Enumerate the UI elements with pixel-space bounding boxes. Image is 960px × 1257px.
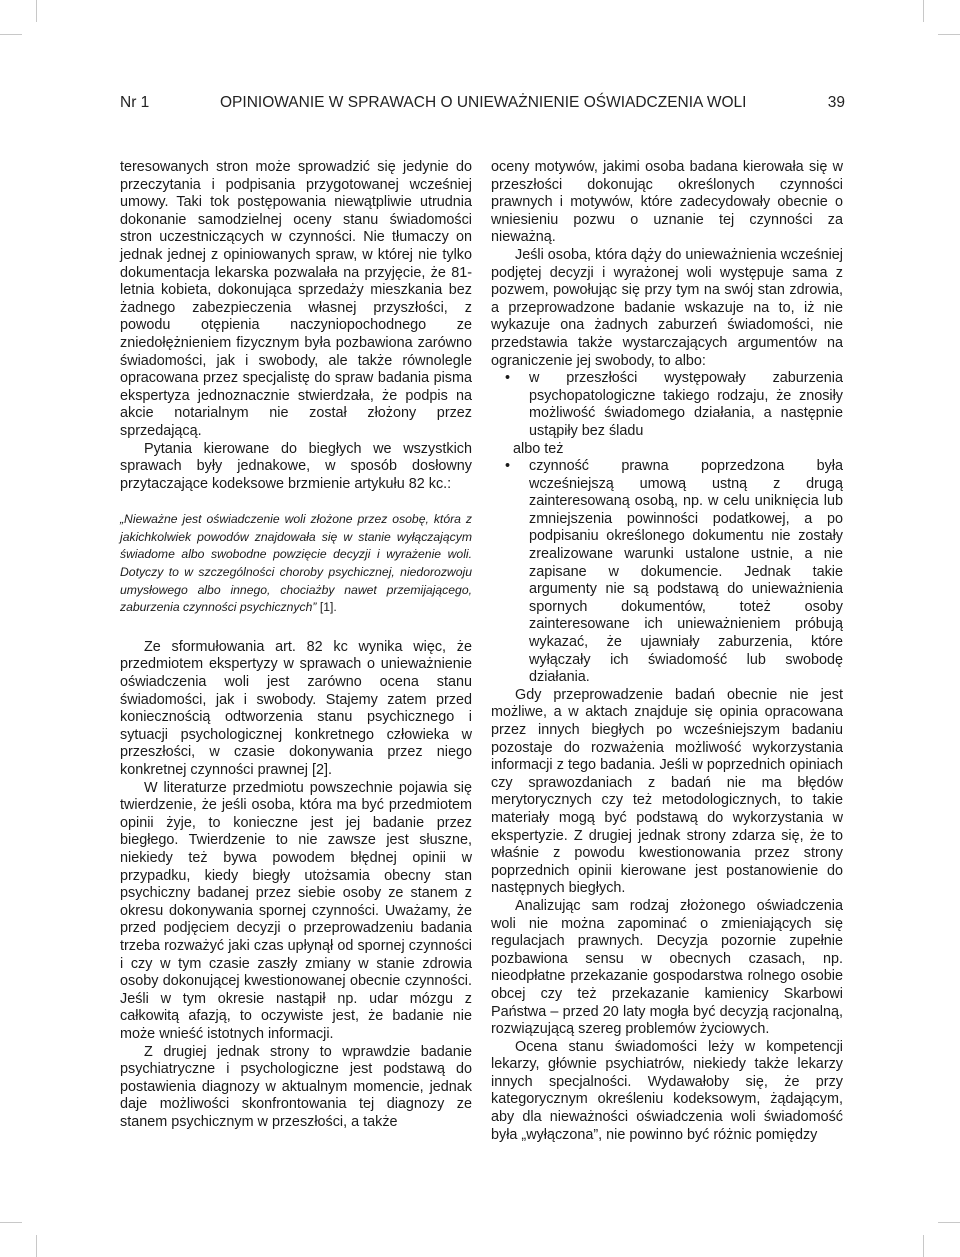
crop-mark [938, 34, 960, 35]
paragraph: Gdy przeprowadzenie badań obecnie nie jest możliwe, a w aktach znajduje się opinia opracowana przez innych biegłych po wcześniejszym badaniu pozostaje do rozważenia możliwość wykorzystania informacji z tego badania. Jeśli w poprzednich opiniach czy sprawozdaniach z badań nie ma błędów merytorycznych czy też metodologicznych, to takie materiały mogą być podstawą do wykorzystania w ekspertyzie. Z drugiej jednak strony zdarza się, że to właśnie z powodu kwestionowania przez strony poprzednich opinii kierowane jest postanowienie do następnych biegłych. [491, 686, 843, 897]
list-connector: albo też [513, 440, 564, 457]
paragraph: Ocena stanu świadomości leży w kompetencji lekarzy, głównie psychiatrów, niekiedy także lekarzy innych specjalności. Wydawałoby się, że przy kategorycznym określeniu kodeksowym, żądającym, aby dla nieważności oświadczenia woli świadomość była „wyłączona”, nie powinno być różnic pomiędzy [491, 1038, 843, 1143]
paragraph: Ze sformułowania art. 82 kc wynika więc, że przedmiotem ekspertyzy w sprawach o unieważnienie oświadczenia woli jest zarówno ocena stanu świadomości, jak i swobody. Stajemy zatem przed koniecznością odtworzenia stanu psychicznego i sytuacji psychologicznej konkretnego człowieka w przeszłości, w czasie dokonywania przez niego konkretnej czynności prawnej [2]. [120, 638, 472, 778]
bullet-list [491, 458, 843, 687]
list-item: • w przeszłości występowały zaburzenia psychopatologiczne takiego rodzaju, że znosiły możliwość świadomego działania, a następnie ustąpiły bez śladu [529, 370, 843, 440]
paragraph: W literaturze przedmiotu powszechnie pojawia się twierdzenie, że jeśli osoba, która ma być przedmiotem opinii żyje, to konieczne jest jej badanie przez biegłego. Twierdzenie to nie zawsze jest słuszne, niekiedy też bywa powodem błędnej opinii w przypadku, kiedy biegły utożsamia obecny stan psychiczny badanej przez siebie osoby ze stanem z okresu dokonywania spornej czynności. Uważamy, że przed podjęciem decyzji o przeprowadzeniu badania trzeba rozważyć jaki czas upłynął od spornej czynności i czy w tym czasie zaszły zmiany w stanie zdrowia osoby dokonującej kwestionowanej obecnie czynności. Jeśli w tym okresie nastąpił np. udar mózgu z całkowitą afazją, to oczywiste jest, że badanie nie może wnieść istotnych informacji. [120, 779, 472, 1042]
legal-quote [120, 511, 472, 617]
paragraph: Z drugiej jednak strony to wprawdzie badanie psychiatryczne i psychologiczne jest podstawą do postawienia diagnozy w aktualnym momencie, jednak daje możliwości skonfrontowania tej diagnozy ze stanem psychicznym w przeszłości, a także [120, 1043, 472, 1130]
crop-mark [938, 1222, 960, 1223]
running-title: OPINIOWANIE W SPRAWACH O UNIEWAŻNIENIE OŚWIADCZENIA WOLI [220, 94, 747, 111]
crop-mark [0, 1222, 22, 1223]
quote-reference: [1]. [316, 600, 337, 615]
quote-text: „Nieważne jest oświadczenie woli złożone przez osobę, która z jakichkolwiek powodów znajdowała się w stanie wyłączającym świadome albo swobodne powzięcie decyzji i wyrażenie woli. Dotyczy to w szczególności choroby psychicznej, niedorozwoju umysłowego albo innego, chociażby nawet przemijającego, zaburzenia czynności psychicznych” [120, 512, 472, 615]
paragraph: teresowanych stron może sprowadzić się jedynie do przeczytania i podpisania przygotowanej wcześniej umowy. Taki tok postępowania niewątpliwie utrudnia dokonanie samodzielnej oceny stanu świadomości stron uczestniczących w czynności. Nie tłumaczy on jednak jednej z opiniowanych spraw, w której nie tylko dokumentacja lekarska pozwalała na przyjęcie, że 81-letnia kobieta, dokonująca sprzedaży mieszkania bez żadnego zabezpieczenia własnej przyszłości, z powodu otępienia naczyniopochodnego ze zniedołężnieniem fizycznym była pozbawiona zarówno świadomości, jak i swobody, ale także równolegle opracowana przez specjalistę do spraw badania pisma ekspertyza jednoznacznie stwierdzała, że podpis na akcie notarialnym nie został złożony przez sprzedającą. [120, 159, 472, 439]
paragraph: oceny motywów, jakimi osoba badana kierowała się w przeszłości dokonując określonych czynności prawnych i motywów, które zadecydowały obecnie o wniesieniu pozwu o uznanie tej czynności za nieważną. [491, 159, 843, 246]
issue-number: Nr 1 [120, 94, 150, 111]
crop-mark [36, 1235, 37, 1257]
page-number: 39 [827, 94, 845, 111]
paragraph: Pytania kierowane do biegłych we wszystkich sprawach były jednakowe, w sposób dosłowny przytaczające kodeksowe brzmienie artykułu 82 kc.: [120, 440, 472, 492]
bullet-list [491, 370, 843, 440]
crop-mark [923, 1235, 924, 1257]
running-header [120, 94, 845, 116]
crop-mark [0, 34, 22, 35]
crop-mark [923, 0, 924, 22]
right-column [491, 159, 843, 1144]
paragraph: Analizując sam rodzaj złożonego oświadczenia woli nie można zapominać o zmieniających się regulacjach prawnych. Decyzja pozornie zupełnie pozbawiona sensu w obecnych czasach, np. nieodpłatne przekazanie gospodarstwa rolnego osobie obcej czy też przekazanie kamienicy Skarbowi Państwa – przed 20 laty mogła być decyzją racjonalną, rozwiązującą szereg problemów życiowych. [491, 897, 843, 1038]
crop-mark [36, 0, 37, 22]
list-item: • czynność prawna poprzedzona była wcześniejszą umową ustną z drugą zainteresowaną osobą, np. w celu uniknięcia lub zmniejszenia powinności podatkowej, a po podpisaniu określonego dokumentu nie zostały zrealizowane warunki ustalone ustnie, a nie zapisane w dokumencie. Jednak takie argumenty nie są podstawą do unieważnienia spornych dokumentów, toteż osoby zainteresowane ich unieważnieniem próbują wykazać, że ujawniały zaburzenia, które wyłączały ich świadomość lub swobodę działania. [529, 458, 843, 687]
left-column [120, 159, 472, 1131]
paragraph: Jeśli osoba, która dąży do unieważnienia wcześniej podjętej decyzji i wyrażonej woli występuje sama z pozwem, powołując się przy tym na swój stan zdrowia, a przeprowadzone badanie wskazuje na to, iż nie wykazuje ona żadnych zaburzeń świadomości, nie przedstawia także wystarczających argumentów na ograniczenie jej swobody, to albo: [491, 246, 843, 369]
